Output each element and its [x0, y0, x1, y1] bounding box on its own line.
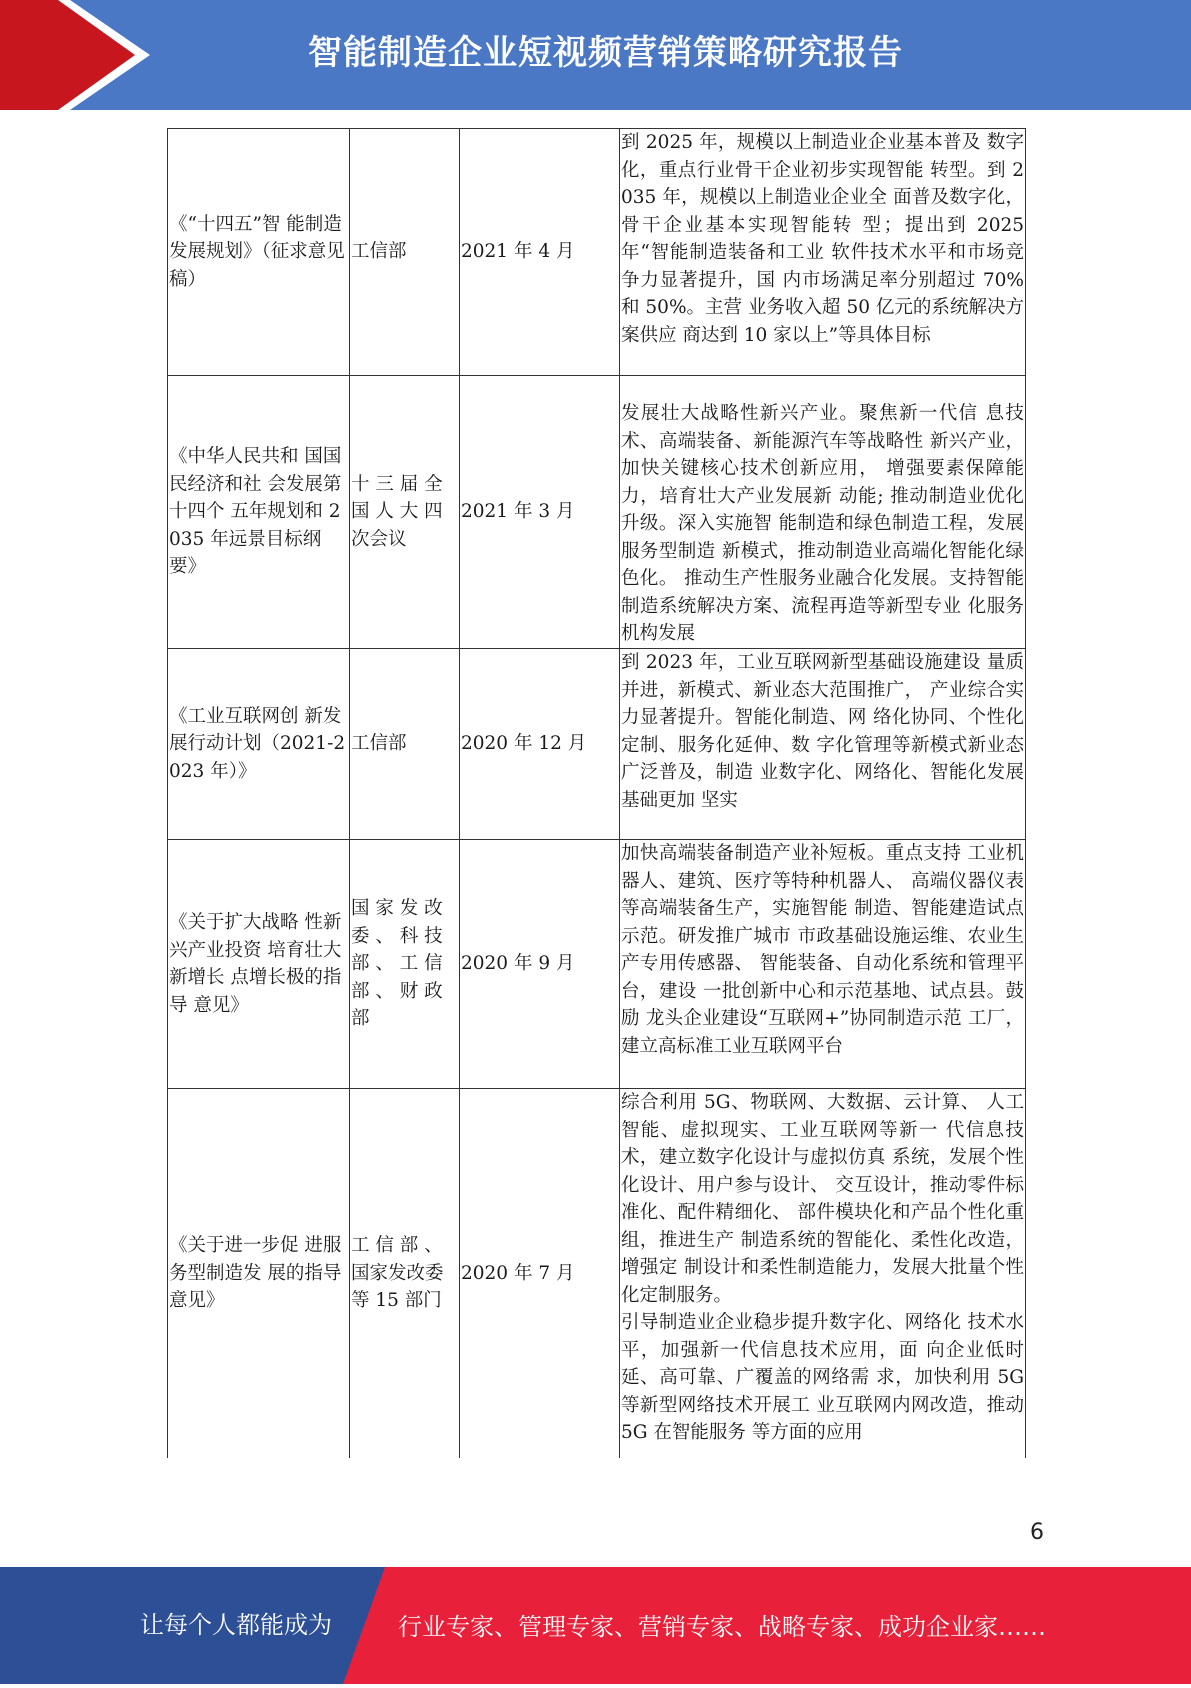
issue-date: 2021 年 3 月 — [460, 376, 620, 649]
policy-name: 《关于扩大战略 性新兴产业投资 培育壮大新增长 点增长极的指导 意见》 — [168, 840, 350, 1089]
issuing-department: 工信部 — [350, 129, 460, 376]
policy-name: 《关于进一步促 进服务型制造发 展的指导意见》 — [168, 1089, 350, 1458]
report-title: 智能制造企业短视频营销策略研究报告 — [308, 33, 903, 73]
issuing-department: 国 家 发 改 委 、 科 技 部 、 工 信 部 、 财 政 部 — [350, 840, 460, 1089]
issuing-department: 工信部 — [350, 649, 460, 840]
footer-slogan-lead: 让每个人都能成为 — [140, 1611, 332, 1639]
page-footer — [0, 1567, 1191, 1684]
page-number: 6 — [1030, 1520, 1044, 1545]
table-row — [168, 649, 1026, 840]
issue-date: 2020 年 9 月 — [460, 840, 620, 1089]
policy-name: 《工业互联网创 新发展行动计划（2021-2023 年）》 — [168, 649, 350, 840]
policy-description-continued: 引导制造业企业稳步提升数字化、网络化 技术水平，加强新一代信息技术应用，面 向企业低时延、高可靠、广覆盖的网络需 求，加快利用 5G 等新型网络技术开展工 业互联网内网改造，推动 5G 在智能服务 等方面的应用 — [621, 1312, 1024, 1443]
table-row — [168, 1089, 1026, 1458]
policy-description-cell — [620, 1089, 1026, 1458]
policy-description: 到 2023 年，工业互联网新型基础设施建设 量质并进，新模式、新业态大范围推广， 产业综合实力显著提升。智能化制造、网 络化协同、个性化定制、服务化延伸、数 字化管理等新模式新业态广泛普及，制造 业数字化、网络化、智能化发展基础更加 坚实 — [620, 649, 1026, 840]
issue-date: 2020 年 12 月 — [460, 649, 620, 840]
table-row — [168, 840, 1026, 1089]
policy-description: 发展壮大战略性新兴产业。聚焦新一代信 息技术、高端装备、新能源汽车等战略性 新兴产业，加快关键核心技术创新应用， 增强要素保障能力，培育壮大产业发展新 动能; 推动制造业优化升级。深入实施智 能制造和绿色制造工程，发展服务型制造 新模式，推动制造业高端化智能化绿色化。 推动生产性服务业融合化发展。支持智能 制造系统解决方案、流程再造等新型专业 化服务机构发展 — [620, 376, 1026, 649]
policy-description: 综合利用 5G、物联网、大数据、云计算、 人工智能、虚拟现实、工业互联网等新一 代信息技术，建立数字化设计与虚拟仿真 系统，发展个性化设计、用户参与设计、 交互设计，推动零件标准化、配件精细化、 部件模块化和产品个性化重组，推进生产 制造系统的智能化、柔性化改造，增强定 制设计和柔性制造能力，发展大批量个性 化定制服务。 — [621, 1092, 1024, 1306]
issue-date: 2021 年 4 月 — [460, 129, 620, 376]
policy-name: 《中华人民共和 国国民经济和社 会发展第十四个 五年规划和 2035 年远景目标纲要》 — [168, 376, 350, 649]
policy-name: 《“十四五”智 能制造发展规划》（征求意见稿） — [168, 129, 350, 376]
issuing-department: 工 信 部 、国家发改委等 15 部门 — [350, 1089, 460, 1458]
table-row — [168, 129, 1026, 376]
footer-slogan-roles: 行业专家、管理专家、营销专家、战略专家、成功企业家…… — [398, 1613, 1046, 1641]
issuing-department: 十 三 届 全 国 人 大 四 次会议 — [350, 376, 460, 649]
issue-date: 2020 年 7 月 — [460, 1089, 620, 1458]
policy-table — [167, 128, 1026, 1458]
policy-description: 到 2025 年，规模以上制造业企业基本普及 数字化，重点行业骨干企业初步实现智能 转型。到 2035 年，规模以上制造业企业全 面普及数字化，骨干企业基本实现智能转 型；提出到 2025 年“智能制造装备和工业 软件技术水平和市场竞争力显著提升，国 内市场满足率分别超过 70%和 50%。主营 业务收入超 50 亿元的系统解决方案供应 商达到 10 家以上”等具体目标 — [620, 129, 1026, 376]
page-header — [0, 0, 1191, 110]
policy-description: 加快高端装备制造产业补短板。重点支持 工业机器人、建筑、医疗等特种机器人、 高端仪器仪表等高端装备生产，实施智能 制造、智能建造试点示范。研发推广城市 市政基础设施运维、农业生产专用传感器、 智能装备、自动化系统和管理平台，建设 一批创新中心和示范基地、试点县。鼓励 龙头企业建设“互联网+”协同制造示范 工厂，建立高标准工业互联网平台 — [620, 840, 1026, 1089]
table-row — [168, 376, 1026, 649]
